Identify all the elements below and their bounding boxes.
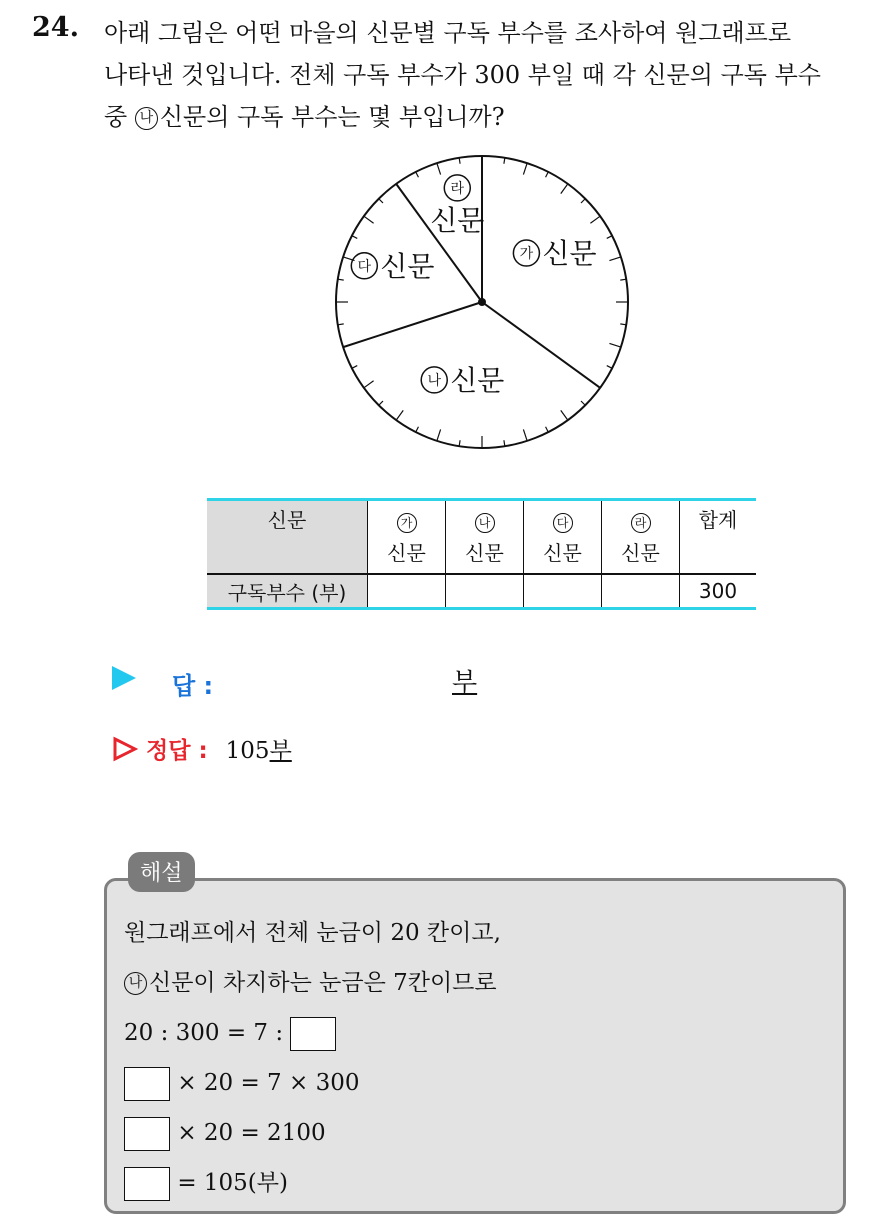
row-label: 구독부수 (부) — [207, 574, 368, 609]
pie-tick — [609, 343, 620, 347]
explanation-line-2-text: 신문이 차지하는 눈금은 7칸이므로 — [149, 970, 497, 996]
pie-slice-letter: 나 — [427, 372, 441, 389]
table-col-da — [524, 500, 602, 575]
question-number: 24. — [32, 12, 79, 43]
table-col-na — [446, 500, 524, 575]
correct-label: 정답 : — [146, 738, 208, 764]
pie-tick — [459, 440, 460, 446]
explanation-eq-1 — [124, 1008, 501, 1058]
play-arrow-icon — [112, 666, 136, 690]
blank-box — [124, 1067, 170, 1101]
pie-slice-label — [421, 364, 504, 397]
pie-tick — [523, 429, 527, 440]
pie-center-dot — [478, 298, 486, 306]
pie-tick — [581, 401, 585, 405]
pie-slice-letter: 가 — [519, 246, 534, 263]
circled-letter: 나 — [124, 972, 147, 995]
outlined-arrow-icon — [112, 736, 138, 762]
table-header-row — [207, 500, 756, 575]
pie-tick — [609, 257, 620, 261]
question-line-2: 나타낸 것입니다. 전체 구독 부수가 300 부일 때 각 신문의 구독 부수 — [104, 61, 821, 89]
circled-letter: 나 — [475, 513, 495, 533]
explanation-line-1: 원그래프에서 전체 눈금이 20 칸이고, — [124, 920, 501, 946]
blank-box — [290, 1017, 336, 1051]
col-ra-letter — [602, 501, 679, 537]
subscription-table — [207, 498, 756, 610]
col-na-letter — [446, 501, 523, 537]
pie-tick — [338, 279, 344, 280]
blank-box — [124, 1167, 170, 1201]
pie-tick — [459, 158, 460, 164]
pie-tick — [607, 366, 612, 369]
pie-slice-label — [351, 250, 434, 283]
question-line-3-rest: 신문의 구독 부수는 몇 부입니까? — [159, 103, 505, 131]
value-ga — [368, 574, 446, 609]
circled-letter: 나 — [135, 107, 158, 130]
pie-tick — [338, 324, 344, 325]
pie-slice-label — [430, 175, 484, 237]
answer-label: 답 : — [172, 672, 214, 700]
circled-letter: 다 — [553, 513, 573, 533]
col-total-header: 합계 — [698, 508, 738, 532]
pie-tick — [607, 236, 612, 239]
pie-slice-text: 신문 — [430, 203, 485, 237]
eq-2-text: × 20 = 7 × 300 — [177, 1070, 360, 1096]
eq-1-text: 20 : 300 = 7 : — [124, 1020, 284, 1046]
answer-area — [112, 666, 478, 700]
correct-value — [226, 738, 292, 764]
correct-number: 105 — [225, 738, 270, 764]
pie-tick — [546, 427, 549, 432]
question-line-1: 아래 그림은 어떤 마을의 신문별 구독 부수를 조사하여 원그래프로 — [104, 19, 791, 47]
pie-tick — [379, 199, 383, 203]
pie-tick — [581, 199, 585, 203]
correct-answer-area — [112, 732, 292, 765]
pie-slice-letter: 다 — [357, 258, 372, 275]
pie-tick — [379, 401, 383, 405]
table-col-ga — [368, 500, 446, 575]
pie-tick — [523, 163, 527, 174]
pie-slice-label — [513, 237, 596, 270]
pie-tick — [396, 410, 403, 420]
pie-slice-boundary — [343, 302, 482, 347]
pie-tick — [352, 366, 357, 369]
col-ra-label: 신문 — [621, 541, 660, 565]
pie-tick — [437, 429, 441, 440]
value-da — [524, 574, 602, 609]
value-na — [446, 574, 524, 609]
table-header-newspaper — [207, 500, 368, 575]
explanation-eq-2 — [124, 1058, 501, 1108]
pie-slice-text: 신문 — [450, 363, 505, 397]
pie-tick — [504, 158, 505, 164]
correct-unit: 부 — [269, 738, 292, 764]
pie-tick — [561, 184, 568, 194]
table-col-ra — [602, 500, 680, 575]
pie-tick — [620, 279, 626, 280]
circled-letter: 가 — [397, 513, 417, 533]
pie-tick — [416, 172, 419, 177]
question-line-3-prefix: 중 — [104, 103, 135, 131]
question-text — [104, 12, 864, 138]
explanation-eq-3 — [124, 1108, 501, 1158]
pie-slice-text: 신문 — [542, 237, 597, 271]
col-da-letter — [524, 501, 601, 537]
pie-chart — [330, 150, 630, 470]
pie-tick — [504, 440, 505, 446]
pie-chart-group — [336, 156, 628, 448]
explanation-eq-4 — [124, 1158, 501, 1208]
pie-tick — [590, 216, 600, 223]
explanation-content — [124, 908, 501, 1208]
explanation-line-2 — [124, 958, 501, 1008]
table-data-row — [207, 574, 756, 609]
table-header-text: 신문 — [267, 508, 307, 532]
pie-tick — [364, 381, 374, 388]
pie-tick — [416, 427, 419, 432]
value-ra — [602, 574, 680, 609]
col-ga-letter — [368, 501, 445, 537]
answer-unit: 부 — [452, 668, 478, 698]
pie-tick — [364, 216, 374, 223]
pie-slice-text: 신문 — [380, 249, 435, 283]
blank-box — [124, 1117, 170, 1151]
table-col-total — [680, 500, 757, 575]
eq-4-text: = 105(부) — [177, 1170, 288, 1196]
pie-tick — [620, 324, 626, 325]
pie-tick — [561, 410, 568, 420]
circled-letter: 라 — [631, 513, 651, 533]
explanation-tag: 해설 — [128, 852, 195, 892]
value-total: 300 — [680, 574, 757, 609]
pie-tick — [546, 172, 549, 177]
col-na-label: 신문 — [465, 541, 504, 565]
col-da-label: 신문 — [543, 541, 582, 565]
question-line-3 — [104, 96, 864, 138]
pie-tick — [437, 163, 441, 174]
pie-slice-boundary — [396, 184, 485, 302]
eq-3-text: × 20 = 2100 — [177, 1120, 326, 1146]
col-ga-label: 신문 — [387, 541, 426, 565]
pie-slice-letter: 라 — [450, 180, 465, 197]
pie-tick — [352, 236, 357, 239]
